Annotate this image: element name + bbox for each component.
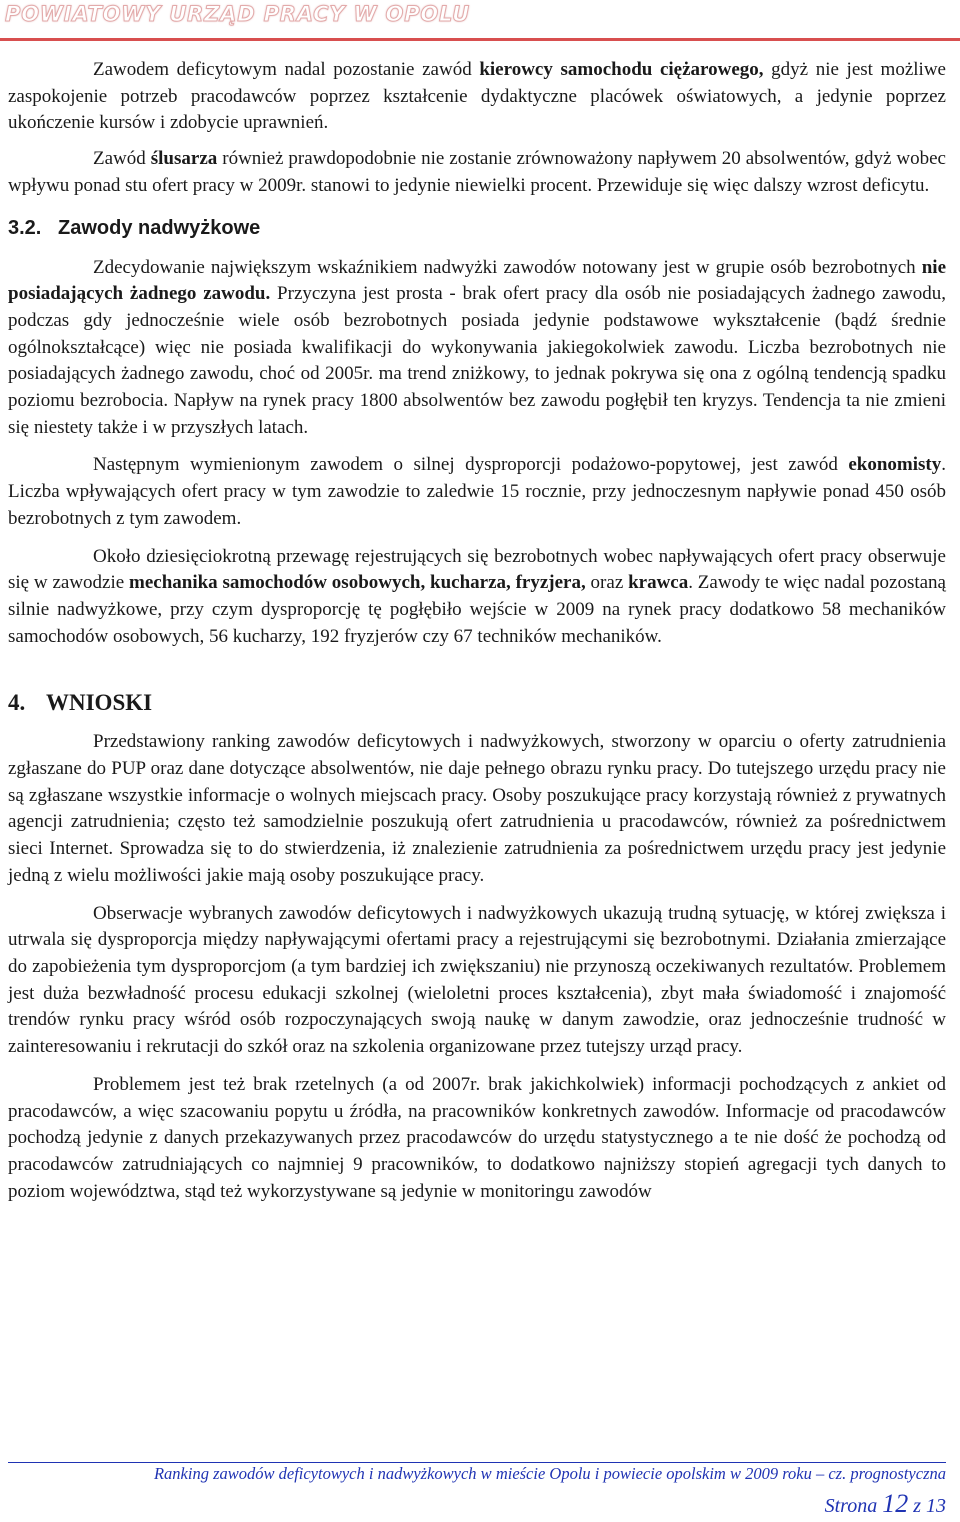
footer-title: Ranking zawodów deficytowych i nadwyżkowych w mieście Opolu i powiecie opolskim w 2009 roku – cz. prognostyczna [153,1464,946,1483]
header-rule [0,38,960,41]
paragraph-ekonomisty: Następnym wymienionym zawodem o silnej dysproporcji podażowo-popytowej, jest zawód ekonomisty. Liczba wpływających ofert pracy w tym zawodzie to zaledwie 15 rocznie, przy jednoczesnym napływie ponad 450 osób bezrobotnych z tym zawodem. [8,454,946,529]
document-body [8,57,946,1205]
page-header [0,0,960,46]
paragraph-obserwacje: Obserwacje wybranych zawodów deficytowych i nadwyżkowych ukazują trudną sytuację, w której zwiększa i utrwala się dysproporcja między napływającymi ofertami pracy a rejestrującymi się bezrobotnymi. Działania zmierzające do zapobieżenia tym dysproporcjom (a tym bardziej ich zwiększaniu) nie przynoszą oczekiwanych rezultatów. Problemem jest duża bezwładność procesu edukacji szkolnej (wieloletni proces kształcenia), zbyt mała świadomość i znajomość trendów rynku pracy wśród osób rozpoczynających swoją naukę w danym zawodzie, oraz jednocześnie trudność w zainteresowaniu i rekrutacji do szkół oraz na szkolenia organizowane przez tutejszy urząd pracy. [8,902,946,1058]
paragraph-bez-zawodu: Zdecydowanie największym wskaźnikiem nadwyżki zawodów notowany jest w grupie osób bezrobotnych nie posiadających żadnego zawodu. Przyczyna jest prosta - brak ofert pracy dla osób nie posiadających żadnego zawodu, podczas gdy jednocześnie wiele osób bezrobotnych posiada jedynie podstawowe wykształcenie (bądź średnie ogólnokształcące) więc nie posiada kwalifikacji do wykonywania jakiegokolwiek zawodu. Liczba bezrobotnych nie posiadających żadnego zawodu, choć od 2005r. ma trend zniżkowy, to jednak pokrywa się ona z ogólną tendencją spadku poziomu bezrobocia. Napływ na rynek pracy 1800 absolwentów bez zawodu pogłębił ten kryzys. Tendencja ta nie zmieni się niestety także i w przyszłych latach. [8,256,946,438]
paragraph-slusarza: Zawód ślusarza również prawdopodobnie nie zostanie zrównoważony napływem 20 absolwentów, gdyż wobec wpływu ponad stu ofert pracy w 2009r. stanowi to jedynie niewielki procent. Przewiduje się więc dalszy wzrost deficytu. [8,148,946,196]
paragraph-mechanika: Około dziesięciokrotną przewagę rejestrujących się bezrobotnych wobec napływających ofert pracy obserwuje się w zawodzie mechanika samochodów osobowych, kucharza, fryzjera, oraz krawca. Zawody te więc nadal pozostaną silnie nadwyżkowe, przy czym dysproporcję tę pogłębiło wejście w 2009 na rynek pracy dodatkowo 58 mechaników samochodów osobowych, 56 kucharzy, 192 fryzjerów czy 67 techników mechaników. [8,545,946,647]
footer-rule [8,1462,946,1463]
paragraph-kierowcy: Zawodem deficytowym nadal pozostanie zawód kierowcy samochodu ciężarowego, gdyż nie jest możliwe zaspokojenie potrzeb pracodawców poprzez kształcenie dydaktyczne placówek oświatowych, a jedynie poprzez ukończenie kursów i zdobycie uprawnień. [8,59,946,134]
header-title: POWIATOWY URZĄD PRACY W OPOLU [5,2,470,26]
page-number: Strona 12 z 13 [824,1489,946,1518]
paragraph-wnioski-ranking: Przedstawiony ranking zawodów deficytowych i nadwyżkowych, stworzony w oparciu o oferty zatrudnienia zgłaszane do PUP oraz dane dotyczące absolwentów, nie daje pełnego obrazu rynku pracy. Do tutejszego urzędu pracy nie są zgłaszane wszystkie informacje o wolnych miejscach pracy. Osoby poszukujące pracy korzystają również z prywatnych agencji zatrudnienia; często też samodzielnie poszukują ofert zatrudnienia u pracodawców, również za pośrednictwem sieci Internet. Sprowadza się to do stwierdzenia, iż znalezienie zatrudnienia za pośrednictwem urzędu pracy jest jedynie jedną z wielu możliwości jakie mają osoby poszukujące pracy. [8,731,946,886]
section-heading-3-2: 3.2. Zawody nadwyżkowe [8,216,261,239]
paragraph-problemem: Problemem jest też brak rzetelnych (a od 2007r. brak jakichkolwiek) informacji pochodzących z ankiet od pracodawców, a więc szacowaniu popytu u źródła, na pracowników konkretnych zawodów. Informacje od pracodawców pochodzą jedynie z danych przekazywanych przez pracodawców do urzędu statystycznego a te nie dość że pochodzą od pracodawców zatrudniających co najmniej 9 pracowników, to dodatkowo najniższy stopień agregacji tych danych to poziom województwa, stąd też wykorzystywane są jedynie w monitoringu zawodów [8,1073,946,1202]
section-heading-4: 4. WNIOSKI [8,690,153,716]
